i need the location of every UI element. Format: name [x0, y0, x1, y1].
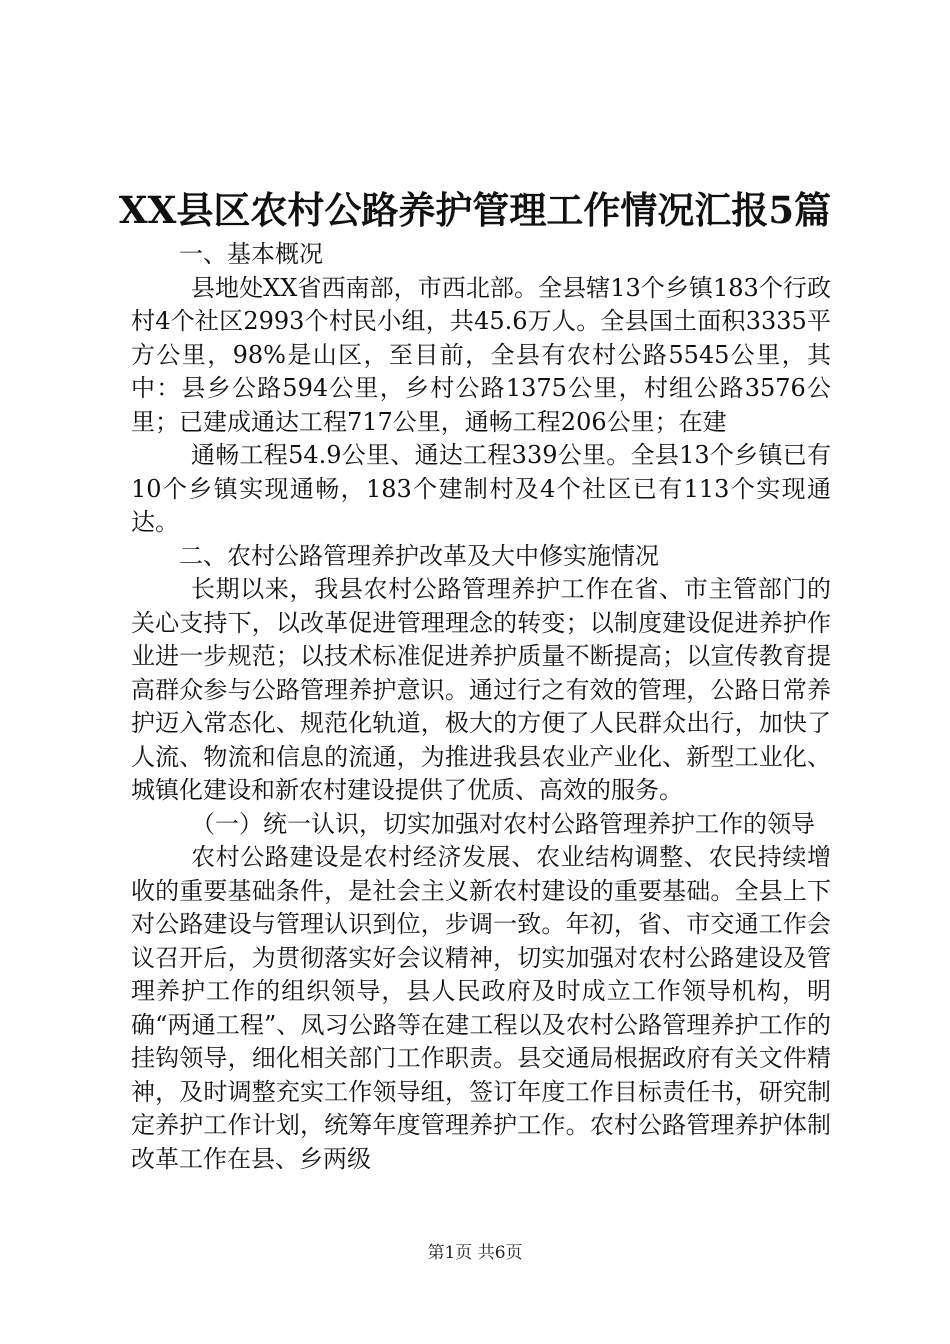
- paragraph-overview-cont: 通畅工程54.9公里、通达工程339公里。全县13个乡镇已有10个乡镇实现通畅，183个建制村及4个社区已有113个实现通达。: [131, 441, 831, 536]
- page-footer: 第1页 共6页: [427, 1243, 523, 1263]
- document-title: XX县区农村公路养护管理工作情况汇报5篇: [118, 188, 832, 232]
- document-body: [131, 238, 831, 1176]
- section-heading-basic: 一、基本概况: [179, 240, 323, 268]
- paragraph-overview: 县地处XX省西南部，市西北部。全县辖13个乡镇183个行政村4个社区2993个村民小组，共45.6万人。全县国土面积3335平方公里，98%是山区，至目前，全县有农村公路5545公里，其中：县乡公路594公里，乡村公路1375公里，村组公路3576公里；已建成通达工程717公里，通畅工程206公里；在建: [131, 273, 831, 436]
- paragraph-leadership: 农村公路建设是农村经济发展、农业结构调整、农民持续增收的重要基础条件，是社会主义新农村建设的重要基础。全县上下对公路建设与管理认识到位，步调一致。年初，省、市交通工作会议召开后，为贯彻落实好会议精神，切实加强对农村公路建设及管理养护工作的组织领导，县人民政府及时成立工作领导机构，明确“两通工程”、凤习公路等在建工程以及农村公路管理养护工作的挂钩领导，细化相关部门工作职责。县交通局根据政府有关文件精神，及时调整充实工作领导组，签订年度工作目标责任书，研究制定养护工作计划，统筹年度管理养护工作。农村公路管理养护体制改革工作在县、乡两级: [131, 843, 831, 1173]
- section-heading-reform: 二、农村公路管理养护改革及大中修实施情况: [179, 541, 659, 570]
- subsection-heading-leadership: （一）统一认识，切实加强对农村公路管理养护工作的领导: [191, 809, 815, 838]
- paragraph-reform: 长期以来，我县农村公路管理养护工作在省、市主管部门的关心支持下，以改革促进管理理念的转变；以制度建设促进养护作业进一步规范；以技术标准促进养护质量不断提高；以宣传教育提高群众参与公路管理养护意识。通过行之有效的管理，公路日常养护迈入常态化、规范化轨道，极大的方便了人民群众出行，加快了人流、物流和信息的流通，为推进我县农业产业化、新型工业化、城镇化建设和新农村建设提供了优质、高效的服务。: [131, 575, 831, 804]
